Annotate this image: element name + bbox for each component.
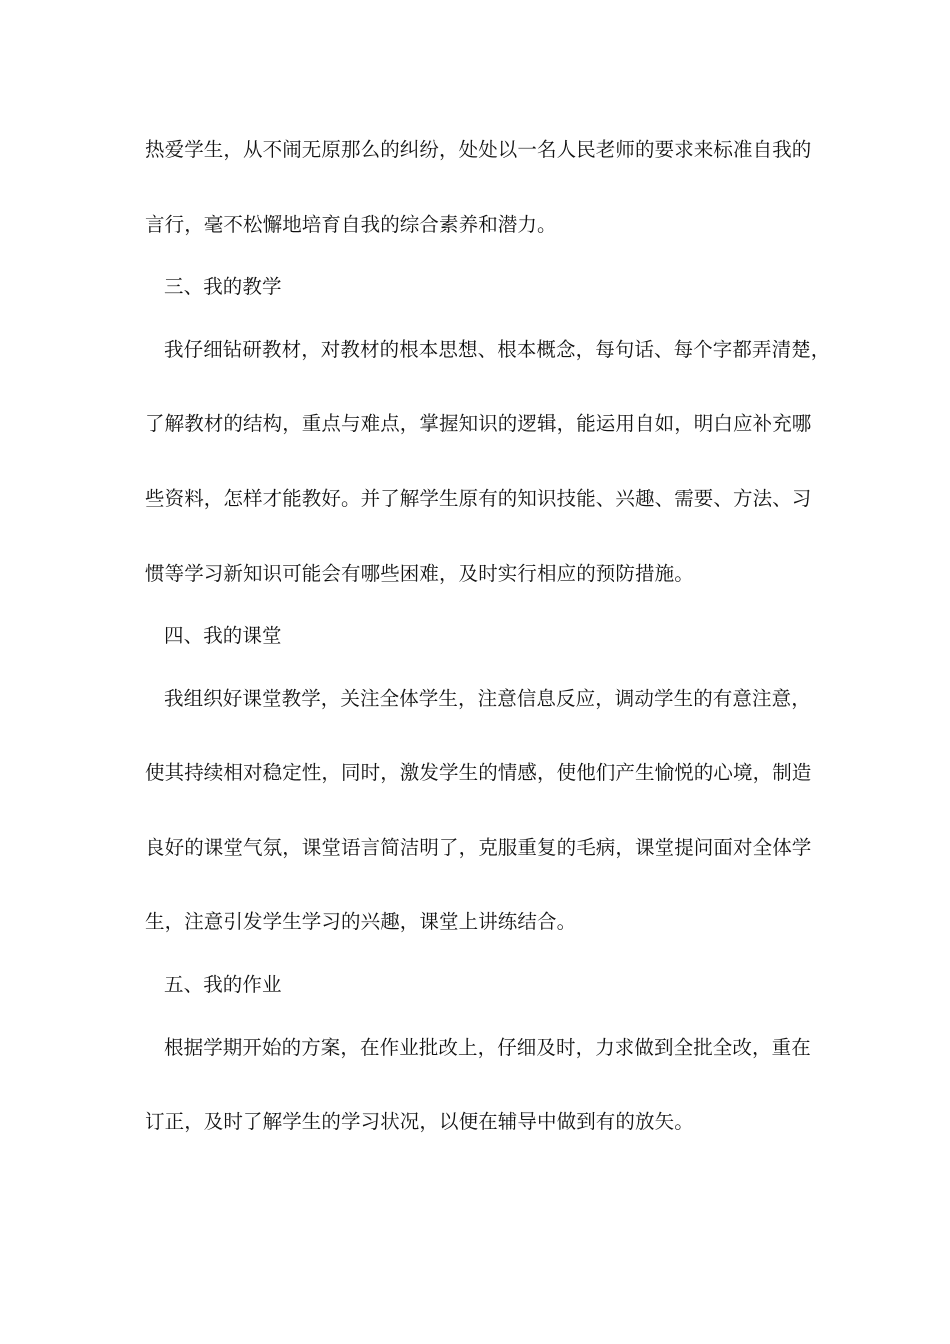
paragraph-line: 言行，毫不松懈地培育自我的综合素养和潜力。	[145, 213, 557, 236]
section-heading-classroom: 四、我的课堂	[164, 624, 282, 647]
paragraph-line: 良好的课堂气氛，课堂语言简洁明了，克服重复的毛病，课堂提问面对全体学	[145, 836, 812, 859]
paragraph-line: 我仔细钻研教材，对教材的根本思想、根本概念，每句话、每个字都弄清楚，	[164, 338, 831, 361]
paragraph-line: 热爱学生，从不闹无原那么的纠纷，处处以一名人民老师的要求来标准自我的	[145, 138, 812, 161]
paragraph-line: 使其持续相对稳定性，同时，激发学生的情感，使他们产生愉悦的心境，制造	[145, 761, 812, 784]
paragraph-line: 生，注意引发学生学习的兴趣，课堂上讲练结合。	[145, 910, 577, 933]
paragraph-line: 惯等学习新知识可能会有哪些困难，及时实行相应的预防措施。	[145, 562, 694, 585]
paragraph-line: 了解教材的结构，重点与难点，掌握知识的逻辑，能运用自如，明白应补充哪	[145, 412, 812, 435]
paragraph-line: 我组织好课堂教学，关注全体学生，注意信息反应，调动学生的有意注意，	[164, 687, 811, 710]
paragraph-line: 根据学期开始的方案，在作业批改上，仔细及时，力求做到全批全改，重在	[164, 1036, 811, 1059]
section-heading-homework: 五、我的作业	[164, 973, 282, 996]
paragraph-line: 些资料，怎样才能教好。并了解学生原有的知识技能、兴趣、需要、方法、习	[145, 487, 812, 510]
paragraph-line: 订正，及时了解学生的学习状况，以便在辅导中做到有的放矢。	[145, 1110, 694, 1133]
section-heading-teaching: 三、我的教学	[164, 275, 282, 298]
